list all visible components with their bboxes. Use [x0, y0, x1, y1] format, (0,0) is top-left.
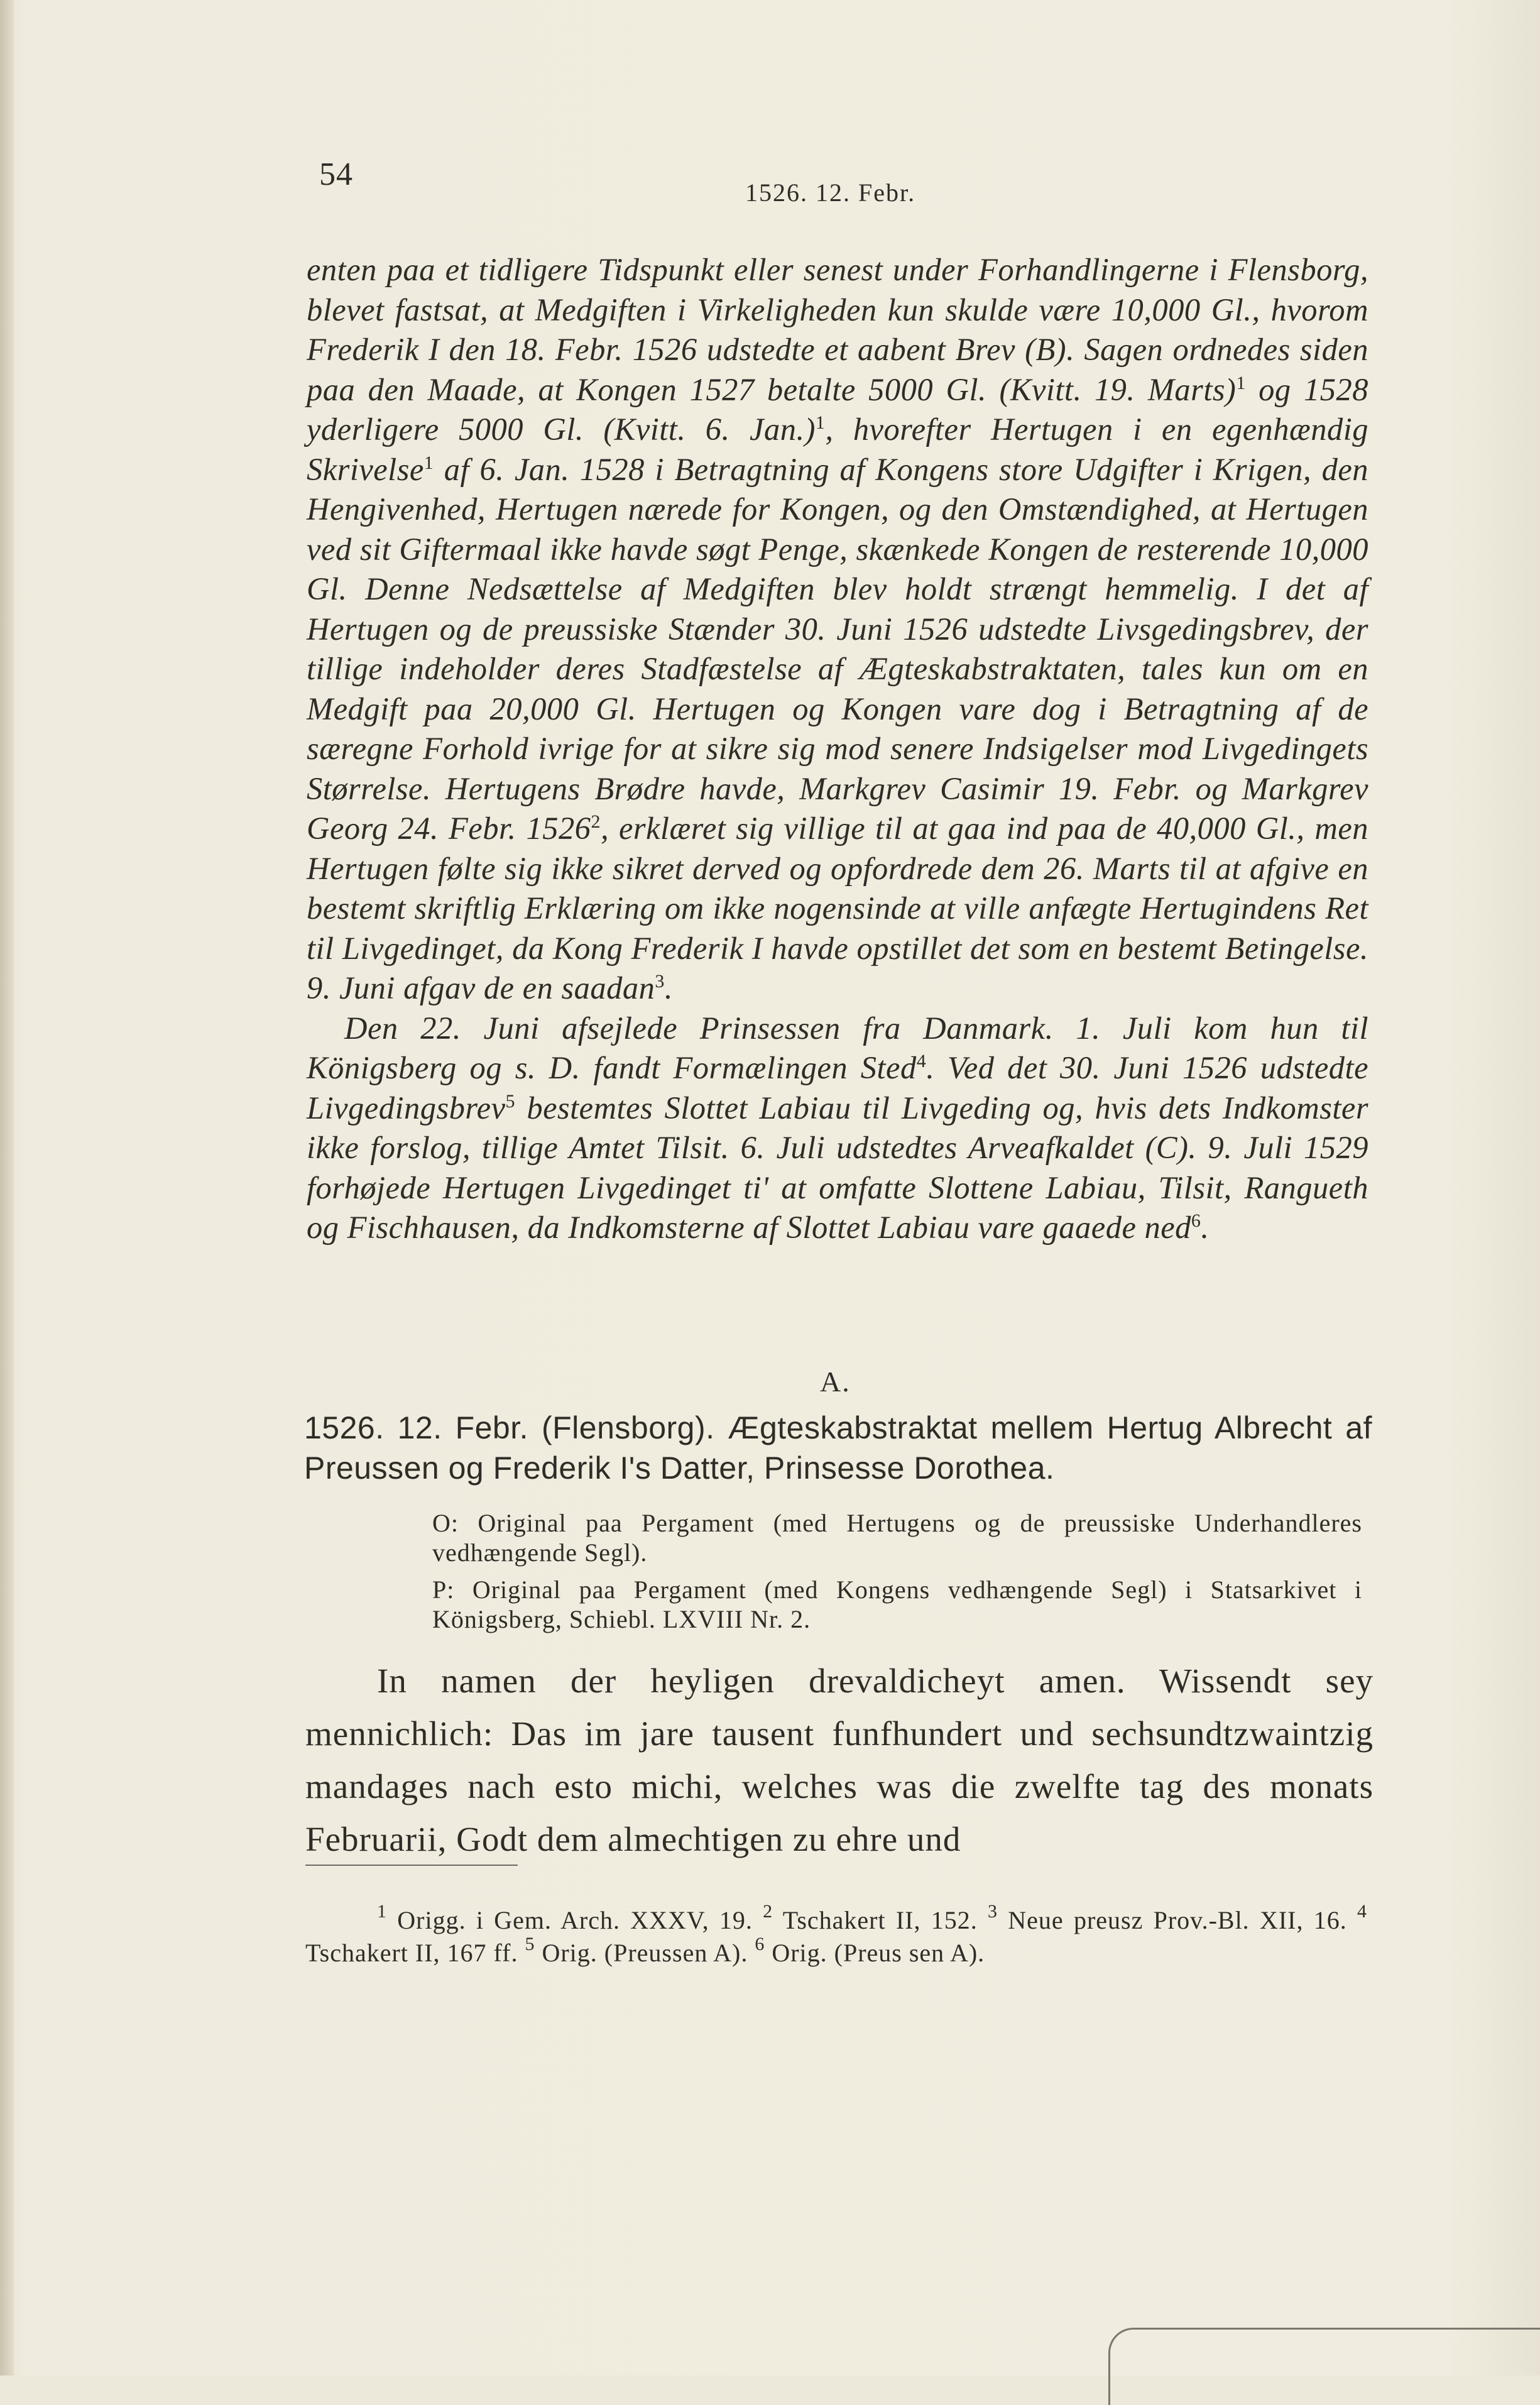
intro-paragraph-2: Den 22. Juni afsejlede Prinsessen fra Danmark. 1. Juli kom hun til Königsberg og s. D. fandt Formælingen Sted$^4$. Ved det 30. Juni 1526 udstedte Livgedingsbrev$^5$ bestemtes Slottet Labiau til Livgeding og, hvis dets Indkomster ikke forslog, tillige Amtet Tilsit. 6. Juli udstedtes Arveafkaldet (C). 9. Juli 1529 forhøjede Hertugen Livgedinget ti' at omfatte Slottene Labiau, Tilsit, Rangueth og Fischhausen, da Indkomsterne af Slottet Labiau vare gaaede ned$^6$. — [307, 1010, 1368, 1245]
footnote-ref: 1 — [815, 412, 826, 433]
document-body-paragraph: In namen der heyligen drevaldicheyt amen. Wissendt sey mennichlich: Das im jare tausent funfhundert und sechsundtzwaintzig mandages nach esto michi, welches was die zwelfte tag des monats Februarii, Godt dem almechtigen zu ehre und — [305, 1662, 1373, 1858]
corner-stamp-outline — [1108, 2328, 1540, 2405]
page-number: 54 — [319, 156, 353, 192]
footnote-text: Tschakert II, 152. — [773, 1906, 988, 1934]
footnote-mark: 1 — [377, 1901, 387, 1922]
document-body — [305, 1655, 1373, 1866]
footnote-mark: 6 — [755, 1934, 765, 1954]
footnote-text: Orig. (Preussen A). — [535, 1939, 755, 1967]
footnote-ref: 4 — [916, 1051, 927, 1071]
footnote-text: Orig. (Preus sen A). — [765, 1939, 985, 1967]
footnote-mark: 3 — [988, 1901, 998, 1922]
footnote-ref: 6 — [1191, 1210, 1201, 1231]
running-head: 1526. 12. Febr. — [745, 178, 916, 207]
intro-paragraph-1: enten paa et tidligere Tidspunkt eller senest under Forhandlingerne i Flensborg, blevet fastsat, at Medgiften i Virkeligheden kun skulde være 10,000 Gl., hvorom Frederik I den 18. Febr. 1526 udstedte et aabent Brev (B). Sagen ordnedes siden paa den Maade, at Kongen 1527 betalte 5000 Gl. (Kvitt. 19. Marts)$^1$ og 1528 yderligere 5000 Gl. (Kvitt. 6. Jan.)$^1$, hvorefter Hertugen i en egenhændig Skrivelse$^1$ af 6. Jan. 1528 i Betragtning af Kongens store Udgifter i Krigen, den Hengivenhed, Hertugen nærede for Kongen, og den Omstændighed, at Hertugen ved sit Giftermaal ikke havde søgt Penge, skænkede Kongen de resterende 10,000 Gl. Denne Nedsættelse af Medgiften blev holdt strængt hemmelig. I det af Hertugen og de preussiske Stænder 30. Juni 1526 udstedte Livsgedingsbrev, der tillige indeholder deres Stadfæstelse af Ægteskabstraktaten, tales kun om en Medgift paa 20,000 Gl. Hertugen og Kongen vare dog i Betragtning af de særegne Forhold ivrige for at sikre sig mod senere Indsigelser mod Livgedingets Størrelse. Hertugens Brødre havde, Markgrev Casimir 19. Febr. og Markgrev Georg 24. Febr. 1526$^2$, erklæret sig villige til at gaa ind paa de 40,000 Gl., men Hertugen følte sig ikke sikret derved og opfordrede dem 26. Marts til at afgive en bestemt skriftlig Erklæring om ikke nogensinde at ville anfægte Hertugindens Ret til Livgedinget, da Kong Frederik I havde opstillet det som en bestemt Betingelse. 9. Juni afgav de en saadan$^3$. — [307, 252, 1369, 1005]
footnote-text: Origg. i Gem. Arch. XXXV, 19. — [387, 1906, 763, 1934]
footnote-mark: 4 — [1357, 1901, 1367, 1922]
footnote-rule — [305, 1865, 518, 1866]
footnote-ref: 3 — [655, 971, 665, 992]
footnote-ref: 1 — [423, 452, 434, 473]
footnote-mark: 2 — [763, 1901, 773, 1922]
footnote-mark: 5 — [525, 1934, 535, 1954]
footnotes — [305, 1901, 1367, 1969]
footnote-ref: 5 — [505, 1090, 515, 1112]
footnote-ref: 1 — [1236, 372, 1246, 393]
page-spine-shadow — [0, 0, 14, 2375]
source-note-o: O: Original paa Pergament (med Hertugens og de preussiske Underhandleres vedhængende Segl). — [432, 1509, 1362, 1567]
section-letter: A. — [820, 1366, 851, 1398]
intro-commentary — [307, 250, 1368, 1248]
footnote-text: Tschakert II, 167 ff. — [305, 1939, 525, 1967]
footnote-block — [305, 1901, 1367, 1969]
footnote-ref: 2 — [591, 811, 601, 832]
footnote-text: Neue preusz Prov.-Bl. XII, 16. — [998, 1906, 1357, 1934]
document-heading: 1526. 12. Febr. (Flensborg). Ægteskabstraktat mellem Hertug Albrecht af Preussen og Frederik I's Datter, Prinsesse Dorothea. — [304, 1410, 1372, 1486]
source-note-p: P: Original paa Pergament (med Kongens vedhængende Segl) i Statsarkivet i Königsberg, Schiebl. LXVIII Nr. 2. — [432, 1575, 1362, 1633]
